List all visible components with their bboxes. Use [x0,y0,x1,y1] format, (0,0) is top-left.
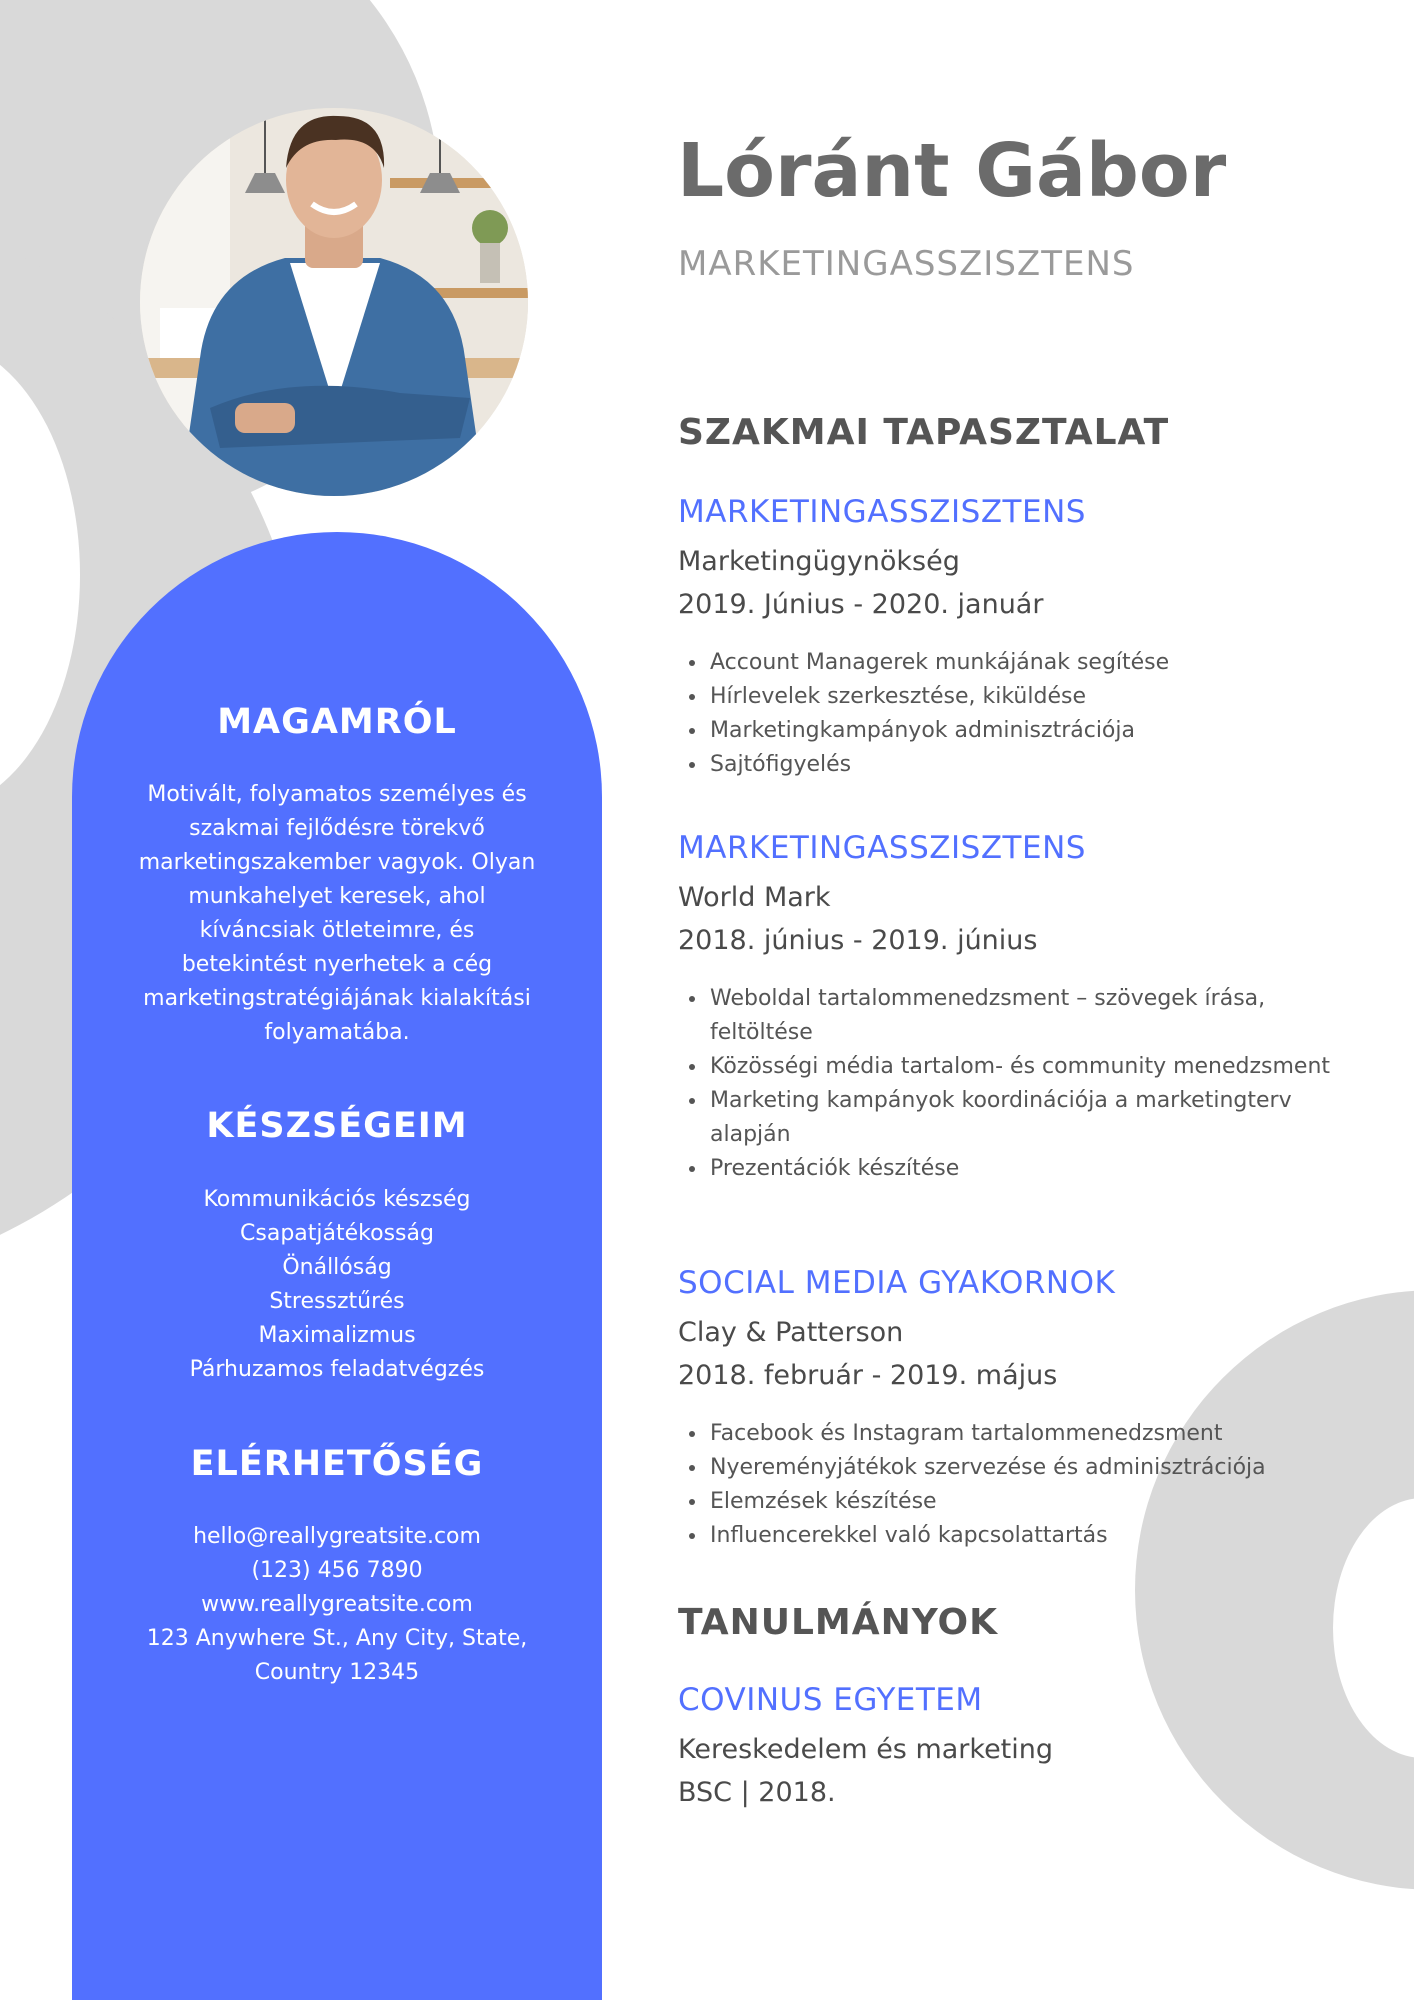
sidebar-panel [72,532,602,2000]
person-name: Lóránt Gábor [677,128,1227,214]
degree-year: BSC | 2018. [678,1777,836,1808]
job-dates: 2018. június - 2019. június [678,925,1038,956]
duty-item: • Nyereményjátékok szervezése és adminisztrációja [708,1451,1338,1485]
contact-heading: ELÉRHETŐSÉG [190,1444,484,1484]
contact-address: 123 Anywhere St., Any City, State, Country 12345 [146,1626,528,1685]
skill-item: Csapatjátékosság [240,1221,434,1246]
job-company: World Mark [678,882,831,913]
skill-item: Maximalizmus [258,1323,416,1348]
job-duties [678,1417,1338,1553]
duty-item: • Marketingkampányok adminisztrációja [708,714,1338,748]
contact-list [137,1520,537,1690]
skills-heading: KÉSZSÉGEIM [206,1106,468,1146]
duty-item: • Sajtófigyelés [708,748,1338,782]
skill-item: Párhuzamos feladatvégzés [189,1357,485,1382]
about-heading: MAGAMRÓL [217,702,457,742]
job-title: MARKETINGASSZISZTENS [678,494,1086,530]
experience-heading: SZAKMAI TAPASZTALAT [678,412,1170,453]
portrait-illustration [140,108,528,496]
duty-item: • Facebook és Instagram tartalommenedzsment [708,1417,1338,1451]
study-program: Kereskedelem és marketing [678,1734,1054,1765]
about-text: Motivált, folyamatos személyes és szakmai fejlődésre törekvő marketingszakember vagyok. Olyan munkahelyet keresek, ahol kíváncsiak ötleteimre, és betekintést nyerhetek a cég marketingstratégiájának kialakítási folyamatába. [138,782,536,1045]
contact-email[interactable]: hello@reallygreatsite.com [193,1524,481,1549]
job-title: SOCIAL MEDIA GYAKORNOK [678,1265,1116,1301]
job-company: Clay & Patterson [678,1317,904,1348]
duty-item: • Weboldal tartalommenedzsment – szövegek írása, feltöltése [708,982,1338,1050]
education-heading: TANULMÁNYOK [678,1602,999,1643]
education-entry [678,1682,1338,1814]
person-role: MARKETINGASSZISZTENS [678,244,1135,284]
duty-item: • Közösségi média tartalom- és community menedzsment [708,1050,1338,1084]
school-name: COVINUS EGYETEM [678,1682,983,1718]
skills-list [137,1183,537,1387]
duty-item: • Prezentációk készítése [708,1152,1338,1186]
skill-item: Önállóság [282,1255,392,1280]
contact-phone[interactable]: (123) 456 7890 [251,1558,423,1583]
job-entry [678,830,1338,1186]
duty-item: • Hírlevelek szerkesztése, kiküldése [708,680,1338,714]
job-dates: 2019. Június - 2020. január [678,589,1044,620]
job-entry [678,1265,1338,1553]
skill-item: Stressztűrés [269,1289,405,1314]
job-dates: 2018. február - 2019. május [678,1360,1058,1391]
contact-website[interactable]: www.reallygreatsite.com [201,1592,473,1617]
duty-item: • Account Managerek munkájának segítése [708,646,1338,680]
profile-photo [140,108,528,496]
duty-item: • Influencerekkel való kapcsolattartás [708,1519,1338,1553]
job-title: MARKETINGASSZISZTENS [678,830,1086,866]
job-duties [678,646,1338,782]
job-duties [678,982,1338,1186]
duty-item: • Elemzések készítése [708,1485,1338,1519]
job-company: Marketingügynökség [678,546,960,577]
job-entry [678,494,1338,782]
duty-item: • Marketing kampányok koordinációja a marketingterv alapján [708,1084,1338,1152]
skill-item: Kommunikációs készség [203,1187,471,1212]
